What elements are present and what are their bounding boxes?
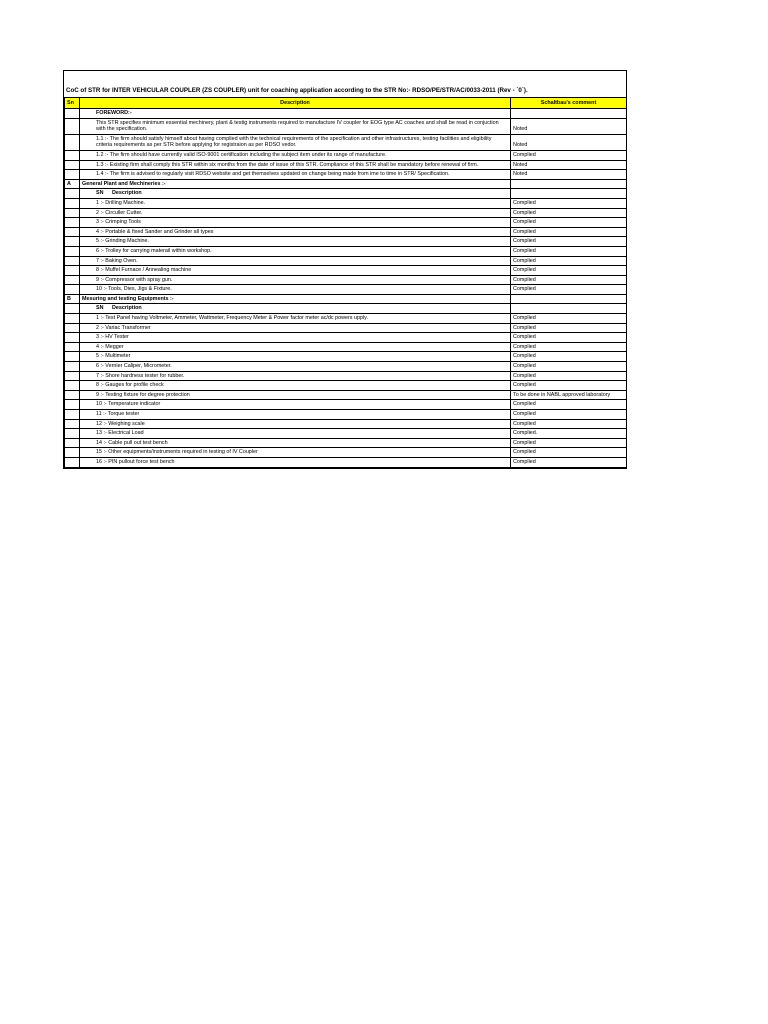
spreadsheet — [63, 70, 627, 469]
item-comment: Complied — [511, 314, 627, 324]
item-description: 3 :- HV Tester — [80, 333, 511, 343]
item-comment: Complied — [511, 246, 627, 256]
list-item — [65, 227, 627, 237]
sn-cell — [65, 342, 80, 352]
subheader-description: Description — [112, 190, 142, 197]
section-title: Mesuring and testing Equipments :- — [80, 294, 511, 304]
foreword-text: This STR specifies minimum essential mechinery, plant & testig instruments required to manufacture IV coupler for EOG type AC coaches and shall be read in conjuction with the specification. — [80, 118, 511, 134]
item-comment: Complied — [511, 218, 627, 228]
item-comment: Complied — [511, 333, 627, 343]
sn-cell — [65, 333, 80, 343]
list-item — [65, 438, 627, 448]
sn-cell — [65, 246, 80, 256]
list-item — [65, 237, 627, 247]
item-description: 6 :- Trolley for carrying materail within workshop. — [80, 246, 511, 256]
section-title: General Plant and Mechineries :- — [80, 179, 511, 189]
item-comment: Complied — [511, 237, 627, 247]
header-description: Description — [80, 98, 511, 109]
section-sn: A — [65, 179, 80, 189]
sn-cell — [65, 150, 80, 160]
section-subheader-row — [65, 304, 627, 314]
list-item — [65, 457, 627, 467]
sn-cell — [65, 381, 80, 391]
item-comment: Complied — [511, 371, 627, 381]
item-comment: Complied — [511, 208, 627, 218]
foreword-text: 1.3 :- Existing firm shall comply this STR within six months from the date of issue of this STR. Compliance of this STR shall be mandatory before renewal of firm. — [80, 160, 511, 170]
sn-cell — [65, 118, 80, 134]
sn-cell — [65, 189, 80, 199]
item-comment: Complied — [511, 198, 627, 208]
item-description: 10 :- Temperature indicator — [80, 400, 511, 410]
foreword-row — [65, 150, 627, 160]
list-item — [65, 362, 627, 372]
list-item — [65, 285, 627, 295]
sn-cell — [65, 410, 80, 420]
sn-cell — [65, 227, 80, 237]
item-description: 1 :- Drilling Machine. — [80, 198, 511, 208]
item-description: 13 :- Electrical Load — [80, 429, 511, 439]
item-description: 5 :- Multimeter — [80, 352, 511, 362]
item-comment: Complied — [511, 438, 627, 448]
sn-cell — [65, 109, 80, 119]
list-item — [65, 246, 627, 256]
list-item — [65, 314, 627, 324]
list-item — [65, 342, 627, 352]
item-comment: Complied — [511, 400, 627, 410]
foreword-text: 1.2 :- The firm should have currently valid ISO-9001 certification including the subject item under its range of manufacture. — [80, 150, 511, 160]
sn-cell — [65, 304, 80, 314]
item-description: 8 :- Gauges for profile check — [80, 381, 511, 391]
sn-cell — [65, 438, 80, 448]
comment-cell — [511, 294, 627, 304]
item-description: 2 :- Variac Transformer — [80, 323, 511, 333]
list-item — [65, 352, 627, 362]
section-heading-row — [65, 294, 627, 304]
foreword-text: 1.1 :- The firm should satisfy himself about having complied with the technical requirements of the specification and other infrastructures, testing facilities and eligibility criteria requirements as per STR before applying for registraion as per RDSO vedor. — [80, 134, 511, 150]
list-item — [65, 410, 627, 420]
header-sn: Sn — [65, 98, 80, 109]
sn-cell — [65, 362, 80, 372]
sn-cell — [65, 371, 80, 381]
sn-cell — [65, 237, 80, 247]
item-description: 8 :- Muffel Furnace / Annealing machine — [80, 266, 511, 276]
item-comment: To be done in NABL approved laboratory — [511, 390, 627, 400]
list-item — [65, 218, 627, 228]
sn-cell — [65, 352, 80, 362]
item-description: 9 :- Testing fixture for degree protection — [80, 390, 511, 400]
item-comment: Complied — [511, 362, 627, 372]
item-comment: Complied — [511, 448, 627, 458]
sn-cell — [65, 160, 80, 170]
section-subheader-row — [65, 189, 627, 199]
list-item — [65, 266, 627, 276]
sn-cell — [65, 275, 80, 285]
comment-cell — [511, 189, 627, 199]
list-item — [65, 390, 627, 400]
item-description: 2 :- Circuller Cutter. — [80, 208, 511, 218]
document-title: CoC of STR for INTER VEHICULAR COUPLER (ZS COUPLER) unit for coaching application according to the STR No:- RDSO/PE/STR/AC/0033-2011 (Rev - `0`). — [66, 87, 528, 94]
sn-cell — [65, 314, 80, 324]
item-comment: Complied — [511, 410, 627, 420]
section-sn: B — [65, 294, 80, 304]
item-comment: Complied — [511, 285, 627, 295]
sn-cell — [65, 323, 80, 333]
item-comment: Complied — [511, 256, 627, 266]
item-comment: Complied — [511, 419, 627, 429]
foreword-heading: FOREWORD:- — [80, 109, 511, 119]
list-item — [65, 429, 627, 439]
header-comment: Schaltbau's comment — [511, 98, 627, 109]
item-comment: Complied — [511, 323, 627, 333]
sn-cell — [65, 390, 80, 400]
sn-cell — [65, 429, 80, 439]
sn-cell — [65, 256, 80, 266]
item-description: 16 :- PIN pullout force test bench — [80, 457, 511, 467]
item-description: 4 :- Megger — [80, 342, 511, 352]
foreword-text: 1.4 :- The firm is advised to regularly visit RDSO website and get themselves updated on change being made from ime to time in STR/ Specification. — [80, 170, 511, 180]
comment-cell — [511, 179, 627, 189]
sn-cell — [65, 134, 80, 150]
sn-cell — [65, 198, 80, 208]
list-item — [65, 371, 627, 381]
item-description: 11 :- Torque tester — [80, 410, 511, 420]
section-subheader — [80, 304, 511, 314]
item-description: 9 :- Compressor with spray gun. — [80, 275, 511, 285]
item-comment: Complied — [511, 227, 627, 237]
foreword-heading-row — [65, 109, 627, 119]
foreword-row — [65, 160, 627, 170]
item-description: 4 :- Portable & fixed Sander and Grinder all types — [80, 227, 511, 237]
item-comment: Complied. — [511, 429, 627, 439]
foreword-row — [65, 170, 627, 180]
list-item — [65, 419, 627, 429]
item-comment: Complied — [511, 352, 627, 362]
comment-cell — [511, 304, 627, 314]
list-item — [65, 448, 627, 458]
foreword-row — [65, 118, 627, 134]
item-description: 7 :- Shore hardness tester for rubber. — [80, 371, 511, 381]
list-item — [65, 323, 627, 333]
list-item — [65, 400, 627, 410]
sn-cell — [65, 285, 80, 295]
sn-cell — [65, 208, 80, 218]
item-description: 15 :- Other equipments/instruments required in testing of IV Coupler — [80, 448, 511, 458]
item-description: 7 :- Baking Oven. — [80, 256, 511, 266]
table-body — [65, 109, 627, 468]
sn-cell — [65, 170, 80, 180]
list-item — [65, 381, 627, 391]
item-description: 6 :- Vernier Caliper, Micrometer. — [80, 362, 511, 372]
item-comment: Complied — [511, 266, 627, 276]
comment-cell: Noted — [511, 134, 627, 150]
list-item — [65, 208, 627, 218]
comment-cell: Noted — [511, 160, 627, 170]
sn-cell — [65, 448, 80, 458]
sn-cell — [65, 400, 80, 410]
section-heading-row — [65, 179, 627, 189]
item-comment: Complied — [511, 457, 627, 467]
item-description: 14 :- Cable pull out test bench — [80, 438, 511, 448]
item-comment: Complied — [511, 381, 627, 391]
comment-cell: Complied — [511, 150, 627, 160]
list-item — [65, 333, 627, 343]
sn-cell — [65, 419, 80, 429]
foreword-row — [65, 134, 627, 150]
list-item — [65, 256, 627, 266]
header-row — [65, 98, 627, 109]
list-item — [65, 198, 627, 208]
list-item — [65, 275, 627, 285]
section-subheader — [80, 189, 511, 199]
comment-cell: Noted — [511, 170, 627, 180]
item-comment: Complied — [511, 275, 627, 285]
item-description: 5 :- Grinding Machine. — [80, 237, 511, 247]
comment-cell — [511, 109, 627, 119]
subheader-sn: SN — [96, 305, 104, 312]
sn-cell — [65, 457, 80, 467]
comment-cell: Noted — [511, 118, 627, 134]
item-comment: Complied — [511, 342, 627, 352]
coc-table — [64, 97, 627, 468]
item-description: 1 :- Test Panel having Voltmeter, Ammeter, Wattmeter, Frequency Meter & Power factor meter ac/dc powers upply. — [80, 314, 511, 324]
item-description: 10 :- Tools, Dies, Jigs & Fixture. — [80, 285, 511, 295]
subheader-description: Description — [112, 305, 142, 312]
sn-cell — [65, 218, 80, 228]
item-description: 12 :- Weighing scale — [80, 419, 511, 429]
sn-cell — [65, 266, 80, 276]
item-description: 3 :- Crimping Tools — [80, 218, 511, 228]
subheader-sn: SN — [96, 190, 104, 197]
